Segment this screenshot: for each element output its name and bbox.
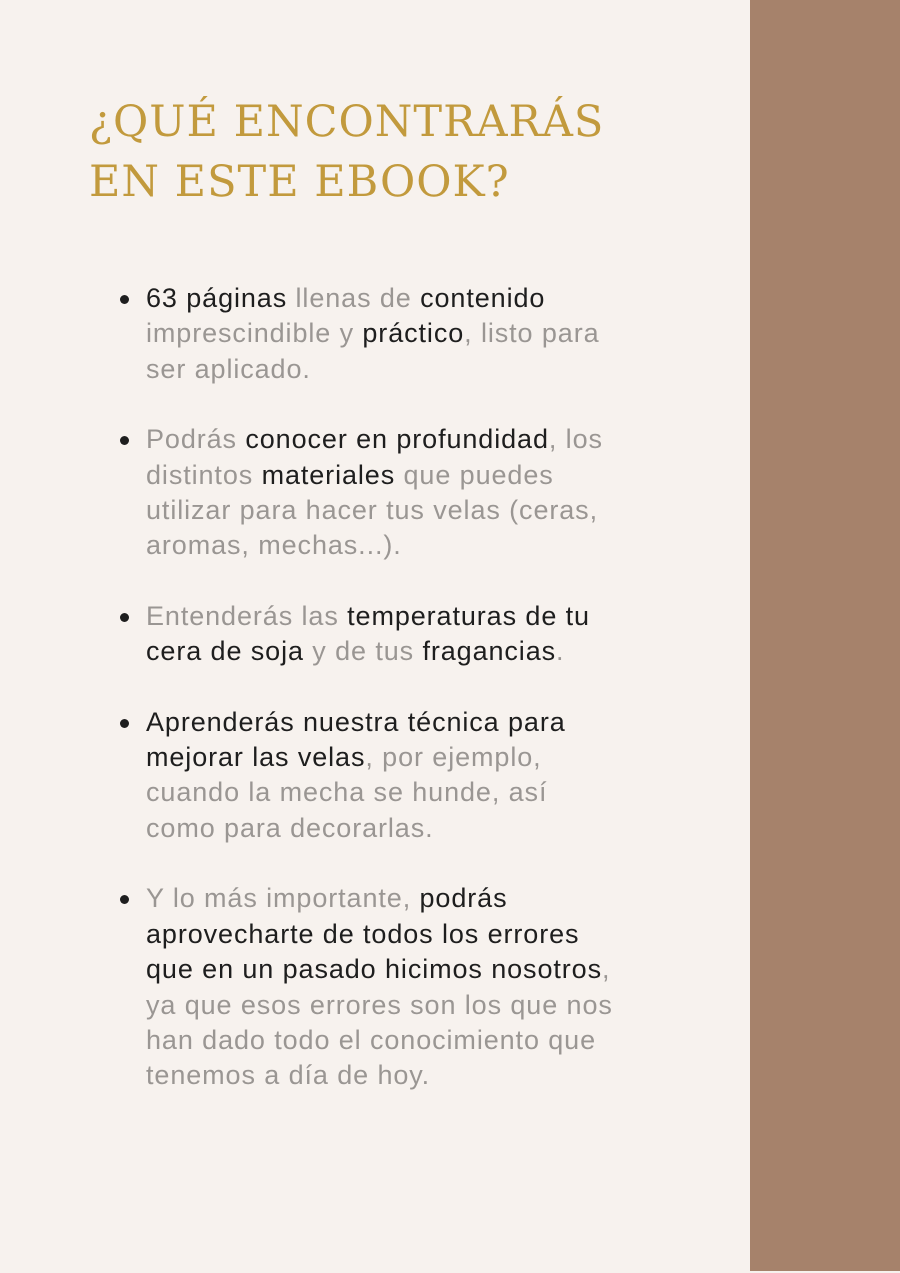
emphasis-text: que en un pasado hicimos nosotros — [146, 954, 602, 985]
list-item-line — [146, 1058, 678, 1093]
list-item-line — [146, 422, 678, 457]
emphasis-text: aprovecharte de todos los errores — [146, 918, 580, 949]
body-text: aromas, mechas...). — [146, 530, 402, 561]
side-color-band — [750, 0, 900, 1271]
body-text: utilizar para hacer tus velas (ceras, — [146, 495, 598, 526]
emphasis-text: fragancias — [422, 636, 557, 667]
list-item-line — [146, 881, 678, 916]
body-text: como para decorarlas. — [146, 812, 434, 843]
list-item-line — [146, 599, 678, 634]
page-title-line-1: ¿QUÉ ENCONTRARÁS — [89, 97, 605, 147]
emphasis-text: cera de soja — [146, 636, 304, 667]
feature-list-item — [118, 599, 678, 670]
feature-list-item — [118, 705, 678, 847]
list-item-line — [146, 775, 678, 810]
list-item-line — [146, 352, 678, 387]
emphasis-text: práctico — [362, 318, 465, 349]
body-text: y de tus — [303, 636, 423, 667]
emphasis-text: podrás — [419, 883, 508, 914]
feature-list-item — [118, 881, 678, 1093]
body-text: Podrás — [146, 424, 246, 455]
body-text: cuando la mecha se hunde, así — [146, 777, 548, 808]
list-item-line — [146, 917, 678, 952]
body-text: ya que esos errores son los que nos — [146, 989, 613, 1020]
body-text: que puedes — [395, 459, 554, 490]
list-item-line — [146, 952, 678, 987]
list-item-line — [146, 988, 678, 1023]
body-text: han dado todo el conocimiento que — [146, 1024, 597, 1055]
emphasis-text: temperaturas de tu — [347, 600, 590, 631]
body-text: , listo para — [464, 318, 600, 349]
page-title — [89, 92, 604, 212]
feature-list-item — [118, 281, 678, 387]
emphasis-text: contenido — [420, 283, 546, 313]
body-text: ser aplicado. — [146, 353, 311, 384]
list-item-line — [146, 493, 678, 528]
body-text: , los — [548, 424, 603, 455]
list-item-line — [146, 316, 678, 351]
list-item-line — [146, 740, 678, 775]
feature-list-item — [118, 422, 678, 564]
body-text: Y lo más importante, — [146, 883, 420, 914]
body-text: tenemos a día de hoy. — [146, 1060, 431, 1091]
list-item-line — [146, 458, 678, 493]
emphasis-text: conocer en profundidad — [245, 424, 549, 455]
body-text: imprescindible y — [146, 318, 363, 349]
page-title-line-2: EN ESTE EBOOK? — [89, 157, 510, 207]
body-text: distintos — [146, 459, 262, 490]
emphasis-text: Aprenderás nuestra técnica para — [146, 706, 566, 737]
list-item-line — [146, 281, 678, 316]
body-text: . — [556, 636, 565, 667]
emphasis-text: mejorar las velas — [146, 742, 366, 773]
emphasis-text: 63 páginas — [146, 283, 288, 313]
emphasis-text: materiales — [261, 459, 396, 490]
body-text: , por ejemplo, — [365, 742, 542, 773]
body-text: Entenderás las — [146, 600, 348, 631]
list-item-line — [146, 705, 678, 740]
feature-list — [118, 281, 678, 1129]
body-text: , — [601, 954, 611, 985]
list-item-line — [146, 811, 678, 846]
list-item-line — [146, 528, 678, 563]
list-item-line — [146, 634, 678, 669]
body-text: llenas de — [287, 283, 421, 313]
list-item-line — [146, 1023, 678, 1058]
